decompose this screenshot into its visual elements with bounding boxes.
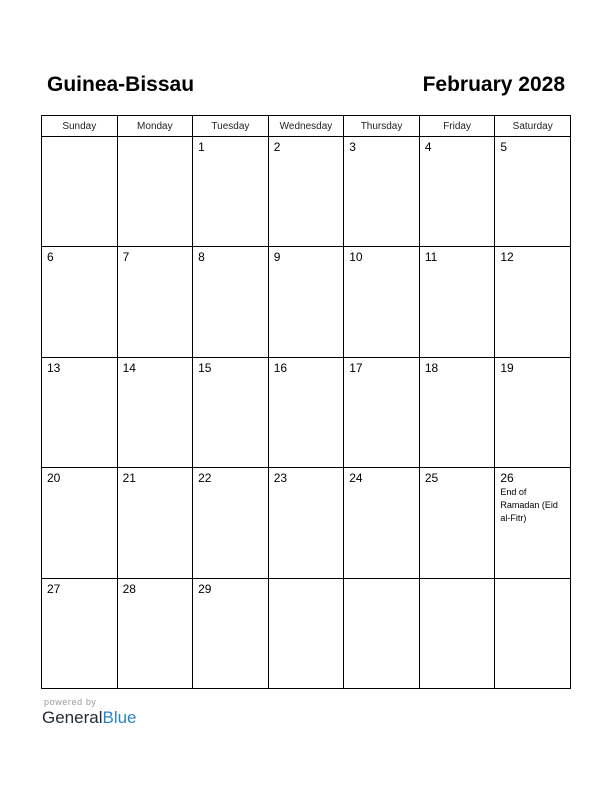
day-event	[118, 264, 193, 265]
day-number: 4	[424, 140, 432, 154]
day-number: 2	[273, 140, 281, 154]
week-row	[42, 357, 571, 467]
day-event	[344, 154, 419, 155]
day-cell	[495, 247, 571, 357]
day-number: 20	[47, 471, 61, 486]
generalblue-logo[interactable]	[42, 708, 137, 728]
day-event	[269, 583, 344, 584]
day-cell	[268, 247, 344, 357]
day-event	[344, 485, 419, 486]
country-title: Guinea-Bissau	[47, 73, 195, 96]
day-number: 24	[349, 471, 363, 486]
day-number: 23	[273, 471, 288, 486]
day-event	[344, 375, 419, 376]
weekday-thursday: Thursday	[344, 116, 420, 137]
day-cell	[495, 468, 571, 578]
day-event	[420, 264, 495, 265]
day-cell	[344, 137, 420, 247]
day-event	[420, 375, 495, 376]
day-event	[269, 375, 344, 376]
day-event	[118, 375, 193, 376]
day-number: 19	[500, 360, 514, 375]
day-cell	[419, 357, 495, 467]
day-number: 5	[500, 140, 508, 154]
day-event	[42, 485, 117, 486]
weekday-tuesday: Tuesday	[193, 116, 269, 137]
day-number: 14	[122, 360, 136, 375]
week-row	[42, 247, 571, 357]
day-cell	[117, 137, 193, 247]
day-event	[193, 264, 268, 265]
day-cell	[193, 468, 269, 578]
day-number: 18	[424, 360, 439, 375]
day-cell	[495, 137, 571, 247]
day-number: 22	[198, 471, 212, 486]
day-event	[42, 375, 117, 376]
day-event	[118, 485, 193, 486]
day-event	[118, 596, 193, 597]
day-event	[495, 154, 570, 155]
day-cell	[193, 137, 269, 247]
day-event	[344, 264, 419, 265]
month-title: February 2028	[422, 73, 565, 96]
day-number: 8	[198, 250, 205, 265]
day-event	[193, 154, 268, 155]
day-cell	[42, 357, 118, 467]
day-number: 15	[198, 360, 212, 375]
day-cell	[419, 137, 495, 247]
day-cell	[344, 468, 420, 578]
day-cell	[117, 357, 193, 467]
day-number: 9	[273, 250, 281, 265]
day-number: 17	[349, 360, 363, 375]
day-number: 7	[122, 250, 130, 265]
day-event	[420, 485, 495, 486]
day-event	[420, 154, 495, 155]
day-cell	[117, 247, 193, 357]
day-number: 16	[273, 360, 288, 375]
day-cell	[42, 137, 118, 247]
day-event	[42, 596, 117, 597]
day-cell	[117, 468, 193, 578]
day-cell	[193, 247, 269, 357]
day-number: 29	[198, 581, 212, 596]
day-number: 3	[349, 140, 356, 154]
powered-by-text: powered by	[44, 697, 97, 707]
day-cell	[268, 578, 344, 688]
weekday-sunday: Sunday	[42, 116, 118, 137]
day-event	[420, 583, 495, 584]
day-number: 6	[47, 250, 54, 265]
day-number: 21	[122, 471, 136, 486]
day-number: 25	[424, 471, 439, 486]
day-cell	[495, 357, 571, 467]
day-cell	[193, 578, 269, 688]
weekday-saturday: Saturday	[495, 116, 571, 137]
day-cell	[344, 578, 420, 688]
weekday-wednesday: Wednesday	[268, 116, 344, 137]
calendar-grid	[41, 115, 571, 689]
day-event	[269, 264, 344, 265]
day-event	[344, 583, 419, 584]
day-cell	[419, 247, 495, 357]
day-number: 12	[500, 250, 514, 265]
brand-blue-text: Blue	[102, 708, 137, 727]
day-cell	[419, 578, 495, 688]
day-event	[193, 596, 268, 597]
week-row	[42, 578, 571, 688]
day-event	[193, 485, 268, 486]
week-row	[42, 468, 571, 578]
day-event	[495, 375, 570, 376]
day-cell	[42, 247, 118, 357]
day-cell	[268, 137, 344, 247]
day-cell	[495, 578, 571, 688]
day-event	[42, 264, 117, 265]
day-number: 11	[424, 250, 438, 265]
day-number: 10	[349, 250, 363, 265]
day-cell	[193, 357, 269, 467]
day-event	[269, 154, 344, 155]
day-event	[118, 141, 193, 142]
day-event-eid-al-fitr: End of Ramadan (Eid al-Fitr)	[500, 487, 558, 524]
day-event	[193, 375, 268, 376]
weekday-monday: Monday	[117, 116, 193, 137]
day-number: 13	[47, 360, 61, 375]
day-event	[495, 583, 570, 584]
week-row	[42, 137, 571, 247]
weekday-friday: Friday	[419, 116, 495, 137]
day-event	[269, 485, 344, 486]
weekday-header-row	[42, 116, 571, 137]
day-cell	[268, 468, 344, 578]
day-cell	[344, 357, 420, 467]
day-cell	[42, 578, 118, 688]
day-cell	[268, 357, 344, 467]
day-number: 26	[500, 471, 514, 486]
day-cell	[117, 578, 193, 688]
day-number: 27	[47, 581, 61, 596]
day-event	[42, 141, 117, 142]
day-number: 28	[122, 581, 136, 596]
day-event	[495, 264, 570, 265]
day-cell	[344, 247, 420, 357]
day-number: 1	[198, 140, 205, 154]
day-cell	[42, 468, 118, 578]
day-cell	[419, 468, 495, 578]
brand-general-text: General	[42, 708, 103, 727]
